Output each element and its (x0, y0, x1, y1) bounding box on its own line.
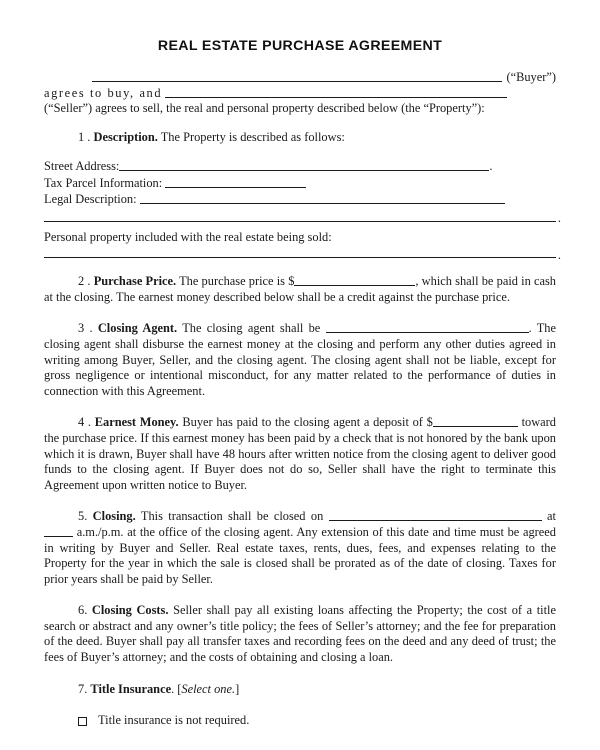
closing-date-input[interactable] (329, 510, 542, 521)
spacer (44, 54, 556, 70)
spacer (44, 222, 556, 230)
spacer (44, 493, 556, 509)
section-4-number: 4 . (78, 415, 92, 430)
spacer (44, 208, 556, 221)
closing-agent-input[interactable] (326, 322, 529, 333)
section-2-text-after: , which shall be paid in cash at the closing. The earnest money described below shall be a credit against the purchase price. (44, 274, 556, 304)
section-3-text-before: The closing agent shall be (182, 321, 321, 336)
section-4-heading: Earnest Money. (94, 415, 179, 430)
section-7-bracket-close: ] (235, 681, 240, 696)
section-5-text-after: a.m./p.m. at the office of the closing agent. Any extension of this date and time must be agreed in writing by Buyer and Seller. Real estate taxes, rents, dues, fees, and expenses relating to the Property for the year in which the sale is closed shall be prorated as of the date of closing. Taxes for prior years shall be paid by Seller. (44, 524, 556, 586)
section-1-intro: The Property is described as follows: (160, 129, 345, 144)
section-6-heading: Closing Costs. (91, 603, 169, 618)
legal-description-row (44, 191, 556, 207)
seller-agrees-sentence: (“Seller”) agrees to sell, the real and personal property described below (the “Property”): (44, 101, 485, 116)
section-2-number: 2 . (78, 274, 91, 289)
section-5-heading: Closing. (92, 509, 136, 524)
street-address-input[interactable] (119, 160, 489, 171)
street-address-label: Street Address: (44, 159, 120, 174)
document-body (0, 54, 600, 729)
checkbox-icon[interactable] (78, 717, 87, 726)
earnest-money-input[interactable] (433, 416, 518, 427)
section-5-paragraph (44, 509, 556, 587)
legal-description-label: Legal Description: (44, 192, 137, 207)
personal-property-input[interactable] (44, 257, 556, 258)
section-7-select-one: Select one. (181, 681, 236, 696)
page-title: REAL ESTATE PURCHASE AGREEMENT (157, 38, 443, 54)
spacer (44, 697, 556, 713)
section-4-text-after: toward the purchase price. If this earnest money has been paid by a check that is not honored by the bank upon which it is drawn, Buyer shall have 48 hours after written notice from the closing agent to deliver good funds to the closing agent. If Buyer does not do so, Seller shall have the right to terminate this Agreement upon written notice to Buyer. (44, 415, 556, 492)
spacer (44, 666, 556, 682)
spacer (44, 145, 556, 158)
section-5-text-middle: at (547, 509, 556, 524)
street-address-period: . (489, 159, 493, 174)
section-4-paragraph (44, 415, 556, 493)
title-insurance-option-row[interactable] (44, 713, 556, 729)
buyer-name-row (44, 70, 556, 86)
section-6-paragraph (44, 603, 556, 665)
section-5-text-before: This transaction shall be closed on (140, 509, 324, 524)
section-7-number: 7. (78, 681, 88, 696)
section-3-text-after: . The closing agent shall disburse the earnest money at the closing and perform any other duties agreed in writing among Buyer, Seller, and the closing agent. The closing agent shall not be liable, except for gross negligence or intentional misconduct, for any matter related to the performance of duties in connection with this Agreement. (44, 321, 557, 398)
tax-parcel-label: Tax Parcel Information: (44, 175, 163, 190)
section-2-heading: Purchase Price. (93, 274, 177, 289)
spacer (44, 587, 556, 603)
seller-name-blank[interactable] (165, 86, 507, 97)
purchase-price-input[interactable] (294, 275, 415, 286)
spacer (44, 245, 556, 257)
section-1-paragraph (44, 130, 556, 146)
section-6-number: 6. (78, 603, 88, 618)
personal-property-label: Personal property included with the real estate being sold: (44, 229, 332, 244)
spacer (44, 399, 556, 415)
section-5-number: 5. (78, 509, 88, 524)
closing-time-input[interactable] (44, 526, 73, 537)
section-7-paragraph (44, 682, 556, 698)
legal-description-continuation-period: . (557, 211, 561, 225)
tax-parcel-row (44, 175, 556, 191)
street-address-row (44, 158, 556, 174)
spacer (44, 258, 556, 274)
section-4-text-before: Buyer has paid to the closing agent a deposit of $ (182, 415, 433, 430)
section-3-paragraph (44, 321, 556, 399)
section-2-text-before: The purchase price is $ (179, 274, 295, 289)
buyer-name-blank[interactable] (92, 71, 502, 82)
seller-name-row (44, 86, 556, 102)
personal-property-period: . (557, 247, 561, 262)
section-3-number: 3 . (78, 321, 93, 336)
title-insurance-option-label: Title insurance is not required. (98, 713, 250, 728)
section-1-heading: Description. (93, 129, 158, 144)
section-3-heading: Closing Agent. (97, 321, 178, 336)
section-7-bracket-open: . [ (171, 681, 182, 696)
section-6-text-after: Seller shall pay all existing loans affecting the Property; the cost of a title search or abstract and any owner’s title policy; the fees of Seller’s attorney; and the fee for preparation of the deed. Buyer shall pay all transfer taxes and recording fees on the deed and any deed of trust; the fees of Buyer’s attorney; and the costs of obtaining and closing a loan. (44, 603, 557, 665)
tax-parcel-input[interactable] (165, 177, 306, 188)
spacer (44, 305, 556, 321)
spacer (44, 117, 556, 130)
buyer-suffix-label: (“Buyer”) (506, 70, 556, 84)
legal-description-continuation-row (44, 211, 561, 225)
section-2-paragraph (44, 274, 556, 305)
section-1-number: 1 . (78, 129, 91, 144)
personal-property-row (44, 247, 561, 262)
agrees-to-buy-label: agrees to buy, and (44, 85, 163, 100)
section-7-heading: Title Insurance (90, 681, 172, 696)
legal-description-continuation-input[interactable] (44, 221, 556, 222)
legal-description-input[interactable] (140, 193, 505, 204)
